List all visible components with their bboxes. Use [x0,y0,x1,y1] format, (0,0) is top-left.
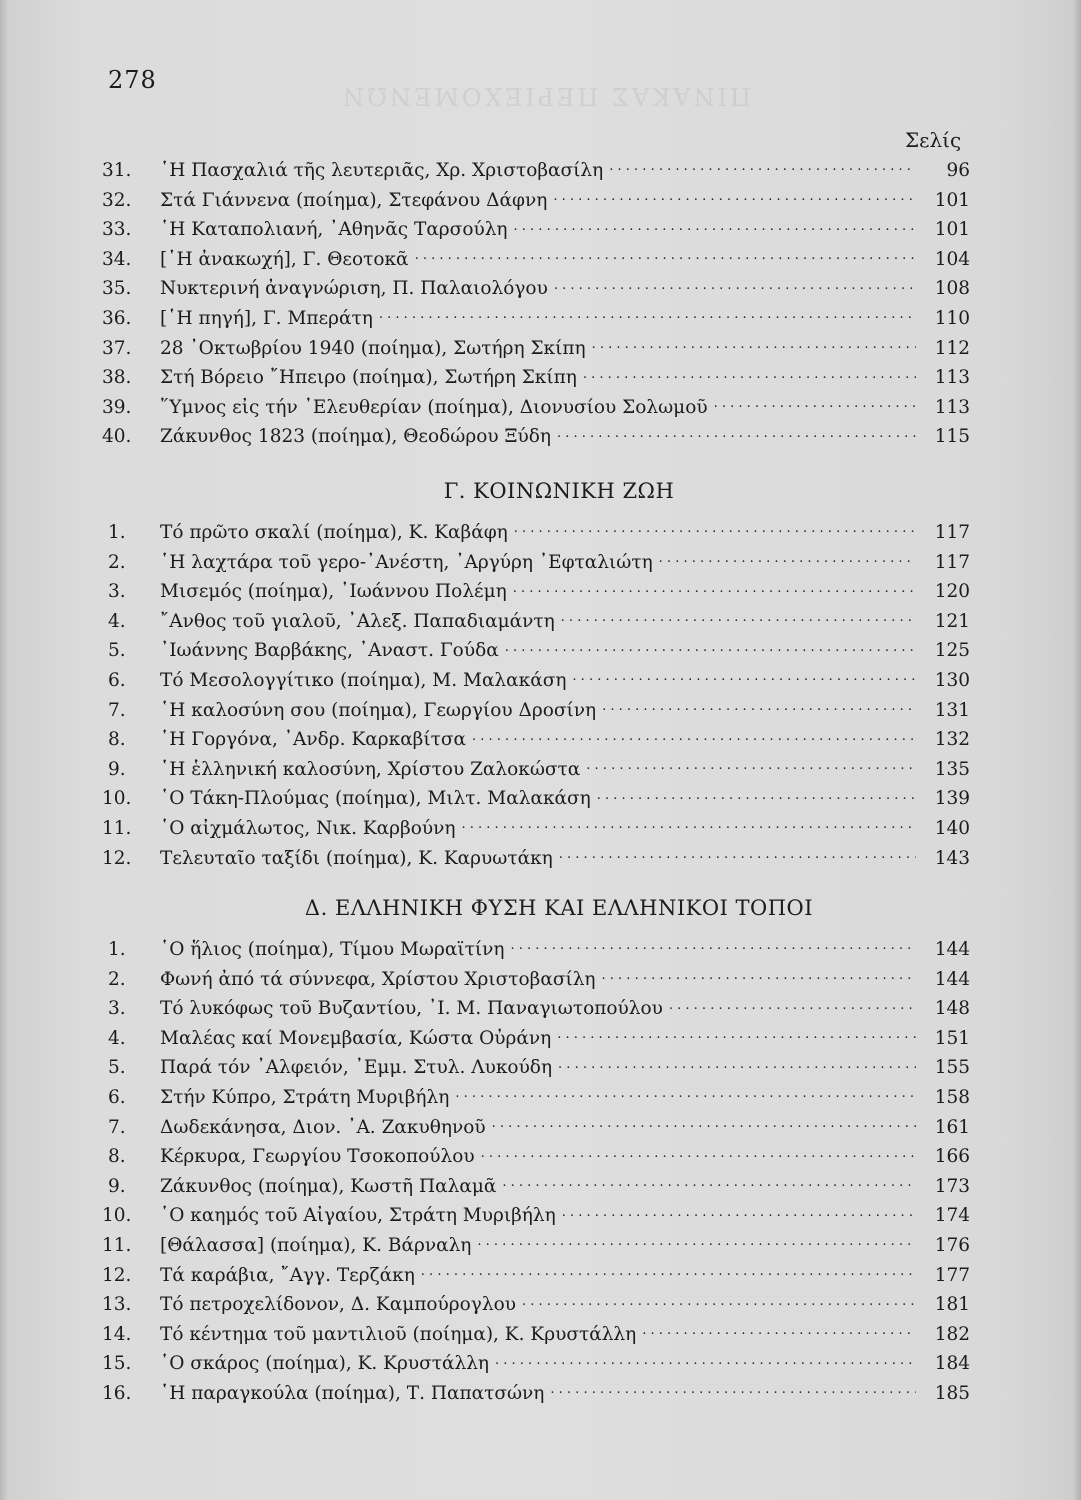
dot-leader [583,361,916,383]
entry-page-number: 132 [934,729,970,751]
entry-page-number: 117 [934,522,970,543]
entry-number: 35. [102,278,132,300]
toc-entry [102,1199,970,1229]
toc-entry [102,1318,970,1348]
section-b-tail-list [102,154,970,450]
dot-leader [415,243,916,265]
toc-entry [102,842,970,872]
section-d [102,891,970,1407]
entry-page-number: 158 [934,1086,970,1108]
toc-entry [108,1081,970,1111]
toc-entry [102,782,970,812]
dot-leader [502,1170,916,1192]
dot-leader [513,575,916,597]
section-d-list [102,933,970,1407]
entry-page-number: 101 [934,219,970,241]
entry-title: ῞Υμνος εἰς τήν ᾿Ελευθερίαν (ποίημα), Διονυσίου Σολωμοῦ [160,396,708,418]
entry-title: Μαλέας καί Μονεμβασία, Κώστα Οὐράνη [160,1027,552,1049]
dot-leader [550,1377,916,1399]
entry-page-number: 140 [934,817,970,839]
dot-leader [561,605,916,627]
entry-title: ῾Η λαχτάρα τοῦ γερο-᾿Ανέστη, ᾿Αργύρη ᾿Εφταλιώτη [160,551,653,573]
toc-entry [102,391,970,421]
entry-page-number: 144 [934,939,970,960]
dot-leader [514,516,916,538]
toc-entry [108,664,970,694]
entry-number: 7. [108,699,126,721]
toc-entry [102,1288,970,1318]
entry-title: Τό πετροχελίδονον, Δ. Καμπούρογλου [160,1294,516,1316]
entry-title: Στήν Κύπρο, Στράτη Μυριβήλη [160,1086,450,1108]
toc-entry [108,992,970,1022]
dot-leader [461,812,916,834]
entry-number: 6. [108,1086,126,1108]
entry-title: Τό Μεσολογγίτικο (ποίημα), Μ. Μαλακάση [160,669,567,691]
dot-leader [597,782,916,804]
entry-page-number: 110 [934,307,970,329]
entry-page-number: 125 [934,640,970,662]
entry-number: 4. [108,1027,126,1049]
dot-leader [495,1347,916,1369]
entry-number: 12. [102,847,132,869]
entry-number: 5. [108,640,126,662]
entry-number: 5. [108,1057,126,1079]
entry-title: ῾Η Γοργόνα, ᾿Ανδρ. Καρκαβίτσα [160,729,466,751]
entry-page-number: 117 [934,551,970,573]
toc-entry [108,1140,970,1170]
section-g-title: Γ. ΚΟΙΝΩΝΙΚΗ ΖΩΗ [443,479,675,503]
dot-leader [602,963,916,985]
entry-page-number: 161 [934,1116,970,1138]
entry-number: 9. [108,1175,126,1197]
entry-page-number: 144 [934,968,970,990]
entry-page-number: 104 [934,248,970,270]
entry-title: ῾Ο ἥλιος (ποίημα), Τίμου Μωραϊτίνη [160,939,505,960]
entry-title: ῾Ο σκάρος (ποίημα), Κ. Κρυστάλλη [160,1353,489,1375]
page-right-edge [1073,0,1081,1500]
entry-title: ῾Η Πασχαλιά τῆς λευτεριᾶς, Χρ. Χριστοβασίλη [160,160,604,181]
entry-number: 31. [102,160,132,181]
entry-title: Στά Γιάννενα (ποίημα), Στεφάνου Δάφνη [160,189,548,211]
entry-number: 15. [102,1353,132,1375]
toc-entry [102,1259,970,1289]
entry-page-number: 101 [934,189,970,211]
dot-leader [505,634,916,656]
dot-leader [558,1051,916,1073]
section-g-list [102,516,970,871]
entry-page-number: 185 [934,1382,970,1404]
entry-title: Τό κέντημα τοῦ μαντιλιοῦ (ποίημα), Κ. Κρυστάλλη [160,1323,637,1345]
dot-leader [659,546,916,568]
entry-page-number: 151 [934,1027,970,1049]
dot-leader [572,664,916,686]
dot-leader [586,753,916,775]
entry-page-number: 135 [934,758,970,780]
entry-title: ῾Η καλοσύνη σου (ποίημα), Γεωργίου Δροσίνη [160,699,597,721]
entry-page-number: 155 [934,1057,970,1079]
toc-entry [102,213,970,243]
entry-title: Τό λυκόφως τοῦ Βυζαντίου, ᾿Ι. Μ. Παναγιωτοπούλου [160,998,663,1020]
entry-title: Φωνή ἀπό τά σύννεφα, Χρίστου Χριστοβασίλη [160,968,596,990]
entry-page-number: 96 [946,160,970,181]
dot-leader [481,1140,916,1162]
entry-page-number: 121 [934,610,970,632]
page-column-header: Σελίς [905,128,962,152]
entry-title: Στή Βόρειο ῎Ηπειρο (ποίημα), Σωτήρη Σκίπη [160,367,577,389]
entry-number: 9. [108,758,126,780]
toc-entry [102,302,970,332]
entry-number: 36. [102,307,132,329]
entry-number: 2. [108,551,126,573]
entry-page-number: 108 [934,278,970,300]
entry-page-number: 130 [934,669,970,691]
dot-leader [455,1081,916,1103]
toc-entry [102,1347,970,1377]
dot-leader [379,302,916,324]
entry-title: ῾Η ἑλληνική καλοσύνη, Χρίστου Ζαλοκώστα [160,758,581,780]
entry-page-number: 115 [934,426,970,448]
entry-number: 1. [108,939,126,960]
toc-entry [102,243,970,273]
toc-entry [102,812,970,842]
entry-title: [῾Η πηγή], Γ. Μπεράτη [160,307,373,329]
dot-leader [492,1111,916,1133]
entry-number: 32. [102,189,132,211]
entry-page-number: 113 [934,367,970,389]
toc-entry [108,1051,970,1081]
toc-entry [108,753,970,783]
entry-page-number: 173 [934,1175,970,1197]
entry-number: 4. [108,610,126,632]
entry-number: 11. [102,817,132,839]
entry-title: Τό πρῶτο σκαλί (ποίημα), Κ. Καβάφη [160,522,508,543]
entry-title: Δωδεκάνησα, Διον. ᾿Α. Ζακυθηνοῦ [160,1116,486,1138]
entry-number: 6. [108,669,126,691]
entry-page-number: 176 [934,1234,970,1256]
entry-page-number: 112 [934,337,970,359]
entry-page-number: 182 [934,1323,970,1345]
page-number: 278 [108,66,157,94]
page-left-edge [0,0,8,1500]
toc-entry [102,332,970,362]
entry-page-number: 120 [934,581,970,603]
entry-number: 10. [102,1205,132,1227]
toc-entry [108,963,970,993]
toc-entry [108,605,970,635]
entry-page-number: 184 [934,1353,970,1375]
toc-entry [102,1229,970,1259]
entry-number: 12. [102,1264,132,1286]
entry-number: 13. [102,1294,132,1316]
toc-entry [102,272,970,302]
entry-title: Νυκτερινή ἀναγνώριση, Π. Παλαιολόγου [160,278,548,300]
entry-title: Παρά τόν ᾿Αλφειόν, ᾿Εμμ. Στυλ. Λυκούδη [160,1057,553,1079]
entry-page-number: 139 [934,788,970,810]
entry-number: 3. [108,581,126,603]
entry-page-number: 181 [934,1294,970,1316]
toc-entry [102,420,970,450]
entry-number: 38. [102,367,132,389]
dot-leader [522,1288,916,1310]
entry-title: Τά καράβια, ῎Αγγ. Τερζάκη [160,1264,415,1286]
entry-title: [῾Η ἀνακωχή], Γ. Θεοτοκᾶ [160,248,409,270]
dot-leader [554,272,916,294]
entry-title: ῎Ανθος τοῦ γιαλοῦ, ᾿Αλεξ. Παπαδιαμάντη [160,610,555,632]
entry-number: 11. [102,1234,132,1256]
dot-leader [559,842,916,864]
dot-leader [421,1259,916,1281]
toc-entry [102,154,970,184]
bleed-through-title: ΠΙΝΑΚΑΣ ΠΕΡΙΕΧΟΜΕΝΩΝ [340,82,751,110]
entry-title: ᾿Ιωάννης Βαρβάκης, ᾿Αναστ. Γούδα [160,640,499,662]
dot-leader [562,1199,916,1221]
entry-title: 28 ᾿Οκτωβρίου 1940 (ποίημα), Σωτήρη Σκίπη [160,337,586,359]
dot-leader [557,420,916,442]
dot-leader [472,723,916,745]
entry-number: 7. [108,1116,126,1138]
entry-title: ῾Ο καημός τοῦ Αἰγαίου, Στράτη Μυριβήλη [160,1205,556,1227]
dot-leader [510,933,916,955]
dot-leader [714,391,916,413]
toc-entry [108,1022,970,1052]
entry-number: 33. [102,219,132,241]
section-d-title: Δ. ΕΛΛΗΝΙΚΗ ΦΥΣΗ ΚΑΙ ΕΛΛΗΝΙΚΟΙ ΤΟΠΟΙ [304,896,814,920]
dot-leader [642,1318,916,1340]
entry-number: 14. [102,1323,132,1345]
toc-entry [108,933,970,963]
toc-entry [102,361,970,391]
entry-number: 37. [102,337,132,359]
entry-title: ῾Ο αἰχμάλωτος, Νικ. Καρβούνη [160,817,456,839]
entry-number: 1. [108,522,126,543]
entry-number: 8. [108,1146,126,1168]
entry-number: 8. [108,729,126,751]
entry-title: Κέρκυρα, Γεωργίου Τσοκοπούλου [160,1146,475,1168]
toc-entry [108,546,970,576]
entry-number: 10. [102,788,132,810]
entry-page-number: 177 [934,1264,970,1286]
toc-entry [102,184,970,214]
toc-entry [108,694,970,724]
dot-leader [514,213,916,235]
entry-page-number: 143 [934,847,970,869]
toc-entry [108,575,970,605]
entry-page-number: 148 [934,998,970,1020]
toc-entry [108,634,970,664]
section-g [102,474,970,871]
entry-number: 40. [102,426,132,448]
toc-entry [108,1111,970,1141]
entry-number: 39. [102,396,132,418]
dot-leader [592,332,916,354]
entry-page-number: 113 [934,396,970,418]
dot-leader [669,992,916,1014]
entry-page-number: 174 [934,1205,970,1227]
entry-number: 16. [102,1382,132,1404]
toc-entry [108,516,970,546]
entry-title: Μισεμός (ποίημα), ᾿Ιωάννου Πολέμη [160,581,507,603]
dot-leader [477,1229,916,1251]
toc-entry [108,1170,970,1200]
entry-title: Ζάκυνθος (ποίημα), Κωστῆ Παλαμᾶ [160,1175,497,1197]
entry-number: 2. [108,968,126,990]
entry-number: 3. [108,998,126,1020]
toc-entry [102,1377,970,1407]
entry-title: ῾Ο Τάκη-Πλούμας (ποίημα), Μιλτ. Μαλακάση [160,788,591,810]
toc-entry [108,723,970,753]
dot-leader [553,184,916,206]
entry-title: Τελευταῖο ταξίδι (ποίημα), Κ. Καρυωτάκη [160,847,553,869]
entry-page-number: 131 [934,699,970,721]
entry-title: ῾Η παραγκούλα (ποίημα), Τ. Παπατσώνη [160,1382,545,1404]
dot-leader [602,694,916,716]
dot-leader [557,1022,916,1044]
dot-leader [609,154,916,176]
entry-page-number: 166 [934,1146,970,1168]
entry-title: [Θάλασσα] (ποίημα), Κ. Βάρναλη [160,1234,472,1256]
entry-title: ῾Η Καταπολιανή, ᾿Αθηνᾶς Ταρσούλη [160,219,508,241]
entry-title: Ζάκυνθος 1823 (ποίημα), Θεοδώρου Ξύδη [160,426,551,448]
entry-number: 34. [102,248,132,270]
